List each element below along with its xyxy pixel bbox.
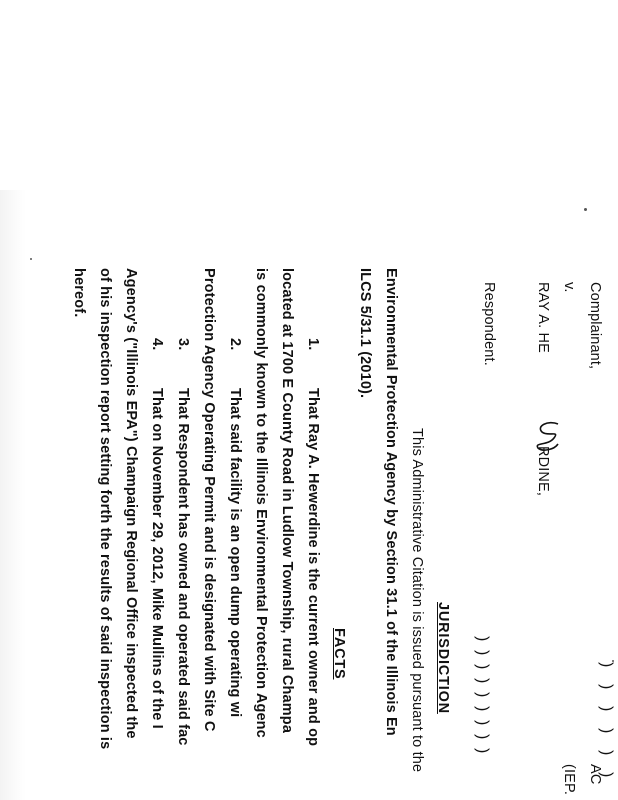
fact-number: 1. bbox=[305, 338, 321, 351]
fact-line: That Respondent has owned and operated said fac bbox=[175, 388, 191, 746]
caption-versus: v. bbox=[561, 282, 577, 293]
fact-number: 4. bbox=[149, 338, 165, 351]
scan-speck bbox=[584, 208, 587, 211]
fact-line: of his inspection report setting forth the results of said inspection is bbox=[97, 268, 113, 750]
fact-line: hereof. bbox=[71, 268, 87, 318]
facts-heading: FACTS bbox=[331, 628, 347, 680]
fact-line: That said facility is an open dump operating wi bbox=[227, 388, 243, 718]
fact-line: located at 1700 E County Road in Ludlow Township, rural Champa bbox=[279, 268, 295, 734]
fact-number: 3. bbox=[175, 338, 191, 351]
fact-line: That Ray A. Hewerdine is the current owner and op bbox=[305, 388, 321, 747]
scan-edge-shading bbox=[0, 190, 26, 800]
fact-line: That on November 29, 2012, Mike Mullins of the I bbox=[149, 388, 165, 729]
caption-respondent-name-part2: RDINE, bbox=[535, 446, 551, 497]
jurisdiction-line: Environmental Protection Agency by Section 31.1 of the Illinois En bbox=[383, 268, 399, 736]
caption-respondent-name-part1: RAY A. HE bbox=[535, 282, 551, 353]
scan-speck bbox=[30, 258, 32, 260]
fact-line: is commonly known to the Illinois Environmental Protection Agenc bbox=[253, 268, 269, 738]
fact-line: Agency's ("Illinois EPA") Champaign Regional Office inspected the bbox=[123, 268, 139, 739]
caption-respondent: Respondent. bbox=[481, 282, 497, 366]
jurisdiction-line: ILCS 5/31.1 (2010). bbox=[357, 268, 373, 399]
jurisdiction-heading: JURISDICTION bbox=[435, 602, 451, 714]
fact-line: Protection Agency Operating Permit and is designated with Site C bbox=[201, 268, 217, 732]
caption-complainant: Complainant, bbox=[587, 282, 603, 370]
jurisdiction-line: This Administrative Citation is issued pursuant to the bbox=[409, 428, 425, 773]
case-number-label: AC bbox=[587, 764, 603, 785]
document-page: Complainant, v. RAY A. HE RDINE, Respondent. ) ) ) ) ) ) ) ) ) ) ) ) ) ) ) AC (IEP. JURISDICTION This Administrative Citation is issued pursuant to the Environmental Protection Agency by Section 31.1 of the Illinois En ILCS 5/31.1 (2010). FACTS 1. That Ray A. Hewerdine is the current owner and op located at 1700 E County Road in Ludlow Township, rural Champa is commonly known to the Illinois Environmental Protection Agenc 2. That said facility is an open dump operating wi Protection Agency Operating Permit and is designated with Site C 3. That Respondent has owned and operated said fac 4. That on November 29, 2012, Mike Mullins of the I Agency's ("Illinois EPA") Champaign Regional Office inspected the of his inspection report setting forth the results of said inspection is hereof. bbox=[0, 0, 618, 800]
case-agency-label: (IEP. bbox=[561, 764, 577, 796]
fact-number: 2. bbox=[227, 338, 243, 351]
